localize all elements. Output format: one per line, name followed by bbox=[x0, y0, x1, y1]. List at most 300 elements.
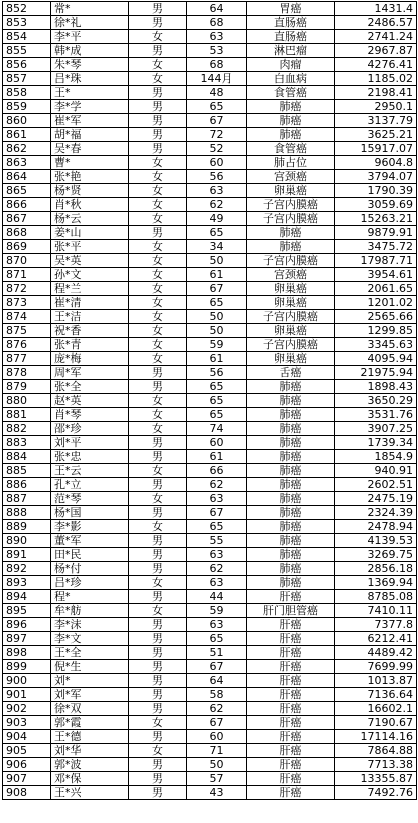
age-cell[interactable]: 62 bbox=[187, 702, 247, 716]
sex-cell[interactable]: 女 bbox=[129, 492, 187, 506]
sex-cell[interactable]: 男 bbox=[129, 618, 187, 632]
patient-name-cell[interactable]: 孔*立 bbox=[51, 478, 129, 492]
sex-cell[interactable]: 女 bbox=[129, 408, 187, 422]
age-cell[interactable]: 67 bbox=[187, 114, 247, 128]
diagnosis-cell[interactable]: 子宫内膜癌 bbox=[247, 212, 335, 226]
row-number-cell[interactable]: 904 bbox=[3, 730, 51, 744]
sex-cell[interactable]: 男 bbox=[129, 16, 187, 30]
age-cell[interactable]: 65 bbox=[187, 100, 247, 114]
patient-name-cell[interactable]: 张*青 bbox=[51, 338, 129, 352]
sex-cell[interactable]: 男 bbox=[129, 730, 187, 744]
age-cell[interactable]: 62 bbox=[187, 198, 247, 212]
diagnosis-cell[interactable]: 肺癌 bbox=[247, 548, 335, 562]
cost-cell[interactable]: 7699.99 bbox=[335, 660, 417, 674]
patient-name-cell[interactable]: 朱*琴 bbox=[51, 58, 129, 72]
cost-cell[interactable]: 3531.76 bbox=[335, 408, 417, 422]
cost-cell[interactable]: 7713.38 bbox=[335, 758, 417, 772]
sex-cell[interactable]: 女 bbox=[129, 212, 187, 226]
age-cell[interactable]: 63 bbox=[187, 548, 247, 562]
diagnosis-cell[interactable]: 肝癌 bbox=[247, 786, 335, 800]
cost-cell[interactable]: 1369.94 bbox=[335, 576, 417, 590]
cost-cell[interactable]: 2741.24 bbox=[335, 30, 417, 44]
sex-cell[interactable]: 女 bbox=[129, 30, 187, 44]
diagnosis-cell[interactable]: 肺癌 bbox=[247, 464, 335, 478]
cost-cell[interactable]: 3269.75 bbox=[335, 548, 417, 562]
row-number-cell[interactable]: 901 bbox=[3, 688, 51, 702]
cost-cell[interactable]: 15917.07 bbox=[335, 142, 417, 156]
diagnosis-cell[interactable]: 肺癌 bbox=[247, 226, 335, 240]
age-cell[interactable]: 58 bbox=[187, 688, 247, 702]
row-number-cell[interactable]: 860 bbox=[3, 114, 51, 128]
patient-name-cell[interactable]: 祝*香 bbox=[51, 324, 129, 338]
cost-cell[interactable]: 4095.94 bbox=[335, 352, 417, 366]
sex-cell[interactable]: 男 bbox=[129, 226, 187, 240]
sex-cell[interactable]: 女 bbox=[129, 296, 187, 310]
age-cell[interactable]: 65 bbox=[187, 226, 247, 240]
sex-cell[interactable]: 男 bbox=[129, 590, 187, 604]
age-cell[interactable]: 67 bbox=[187, 660, 247, 674]
row-number-cell[interactable]: 908 bbox=[3, 786, 51, 800]
sex-cell[interactable]: 男 bbox=[129, 562, 187, 576]
patient-name-cell[interactable]: 刘*华 bbox=[51, 744, 129, 758]
row-number-cell[interactable]: 893 bbox=[3, 576, 51, 590]
sex-cell[interactable]: 女 bbox=[129, 310, 187, 324]
cost-cell[interactable]: 1201.02 bbox=[335, 296, 417, 310]
row-number-cell[interactable]: 882 bbox=[3, 422, 51, 436]
row-number-cell[interactable]: 866 bbox=[3, 198, 51, 212]
patient-name-cell[interactable]: 张*全 bbox=[51, 380, 129, 394]
patient-name-cell[interactable]: 徐*双 bbox=[51, 702, 129, 716]
sex-cell[interactable]: 女 bbox=[129, 716, 187, 730]
row-number-cell[interactable]: 888 bbox=[3, 506, 51, 520]
diagnosis-cell[interactable]: 子宫内膜癌 bbox=[247, 338, 335, 352]
age-cell[interactable]: 48 bbox=[187, 86, 247, 100]
diagnosis-cell[interactable]: 肺癌 bbox=[247, 240, 335, 254]
sex-cell[interactable]: 女 bbox=[129, 170, 187, 184]
sex-cell[interactable]: 女 bbox=[129, 240, 187, 254]
diagnosis-cell[interactable]: 肝癌 bbox=[247, 744, 335, 758]
diagnosis-cell[interactable]: 宫颈癌 bbox=[247, 170, 335, 184]
age-cell[interactable]: 65 bbox=[187, 632, 247, 646]
patient-name-cell[interactable]: 刘* bbox=[51, 674, 129, 688]
cost-cell[interactable]: 7136.64 bbox=[335, 688, 417, 702]
row-number-cell[interactable]: 855 bbox=[3, 44, 51, 58]
age-cell[interactable]: 65 bbox=[187, 380, 247, 394]
sex-cell[interactable]: 女 bbox=[129, 184, 187, 198]
diagnosis-cell[interactable]: 肺癌 bbox=[247, 380, 335, 394]
cost-cell[interactable]: 2602.51 bbox=[335, 478, 417, 492]
sex-cell[interactable]: 女 bbox=[129, 338, 187, 352]
patient-name-cell[interactable]: 崔*军 bbox=[51, 114, 129, 128]
cost-cell[interactable]: 940.91 bbox=[335, 464, 417, 478]
patient-name-cell[interactable]: 孙*文 bbox=[51, 268, 129, 282]
patient-name-cell[interactable]: 徐*礼 bbox=[51, 16, 129, 30]
age-cell[interactable]: 44 bbox=[187, 590, 247, 604]
sex-cell[interactable]: 男 bbox=[129, 450, 187, 464]
patient-name-cell[interactable]: 王*兴 bbox=[51, 786, 129, 800]
sex-cell[interactable]: 女 bbox=[129, 254, 187, 268]
cost-cell[interactable]: 3059.69 bbox=[335, 198, 417, 212]
patient-name-cell[interactable]: 邵*珍 bbox=[51, 422, 129, 436]
row-number-cell[interactable]: 881 bbox=[3, 408, 51, 422]
age-cell[interactable]: 65 bbox=[187, 520, 247, 534]
age-cell[interactable]: 55 bbox=[187, 534, 247, 548]
age-cell[interactable]: 61 bbox=[187, 450, 247, 464]
age-cell[interactable]: 50 bbox=[187, 758, 247, 772]
sex-cell[interactable]: 男 bbox=[129, 674, 187, 688]
age-cell[interactable]: 61 bbox=[187, 268, 247, 282]
row-number-cell[interactable]: 894 bbox=[3, 590, 51, 604]
patient-name-cell[interactable]: 张*平 bbox=[51, 240, 129, 254]
cost-cell[interactable]: 1431.4 bbox=[335, 2, 417, 16]
row-number-cell[interactable]: 897 bbox=[3, 632, 51, 646]
patient-name-cell[interactable]: 杨*国 bbox=[51, 506, 129, 520]
patient-name-cell[interactable]: 郭*波 bbox=[51, 758, 129, 772]
age-cell[interactable]: 57 bbox=[187, 772, 247, 786]
row-number-cell[interactable]: 885 bbox=[3, 464, 51, 478]
sex-cell[interactable]: 男 bbox=[129, 548, 187, 562]
cost-cell[interactable]: 7190.67 bbox=[335, 716, 417, 730]
cost-cell[interactable]: 3345.63 bbox=[335, 338, 417, 352]
diagnosis-cell[interactable]: 肝癌 bbox=[247, 660, 335, 674]
cost-cell[interactable]: 1013.87 bbox=[335, 674, 417, 688]
age-cell[interactable]: 50 bbox=[187, 310, 247, 324]
row-number-cell[interactable]: 875 bbox=[3, 324, 51, 338]
row-number-cell[interactable]: 862 bbox=[3, 142, 51, 156]
diagnosis-cell[interactable]: 子宫内膜癌 bbox=[247, 198, 335, 212]
row-number-cell[interactable]: 856 bbox=[3, 58, 51, 72]
sex-cell[interactable]: 女 bbox=[129, 324, 187, 338]
patient-name-cell[interactable]: 王*全 bbox=[51, 646, 129, 660]
diagnosis-cell[interactable]: 肝癌 bbox=[247, 730, 335, 744]
diagnosis-cell[interactable]: 肝癌 bbox=[247, 632, 335, 646]
cost-cell[interactable]: 2950.1 bbox=[335, 100, 417, 114]
sex-cell[interactable]: 男 bbox=[129, 660, 187, 674]
age-cell[interactable]: 66 bbox=[187, 464, 247, 478]
row-number-cell[interactable]: 867 bbox=[3, 212, 51, 226]
diagnosis-cell[interactable]: 肝癌 bbox=[247, 702, 335, 716]
age-cell[interactable]: 63 bbox=[187, 618, 247, 632]
patient-name-cell[interactable]: 王*云 bbox=[51, 464, 129, 478]
diagnosis-cell[interactable]: 直肠癌 bbox=[247, 16, 335, 30]
patient-name-cell[interactable]: 吴*春 bbox=[51, 142, 129, 156]
cost-cell[interactable]: 1299.85 bbox=[335, 324, 417, 338]
sex-cell[interactable]: 男 bbox=[129, 478, 187, 492]
diagnosis-cell[interactable]: 宫颈癌 bbox=[247, 268, 335, 282]
sex-cell[interactable]: 女 bbox=[129, 464, 187, 478]
diagnosis-cell[interactable]: 肝癌 bbox=[247, 758, 335, 772]
diagnosis-cell[interactable]: 卵巢癌 bbox=[247, 352, 335, 366]
row-number-cell[interactable]: 853 bbox=[3, 16, 51, 30]
row-number-cell[interactable]: 895 bbox=[3, 604, 51, 618]
row-number-cell[interactable]: 876 bbox=[3, 338, 51, 352]
row-number-cell[interactable]: 872 bbox=[3, 282, 51, 296]
patient-name-cell[interactable]: 肖*琴 bbox=[51, 408, 129, 422]
cost-cell[interactable]: 7410.11 bbox=[335, 604, 417, 618]
patient-name-cell[interactable]: 杨*云 bbox=[51, 212, 129, 226]
diagnosis-cell[interactable]: 肝癌 bbox=[247, 716, 335, 730]
diagnosis-cell[interactable]: 舌癌 bbox=[247, 366, 335, 380]
row-number-cell[interactable]: 903 bbox=[3, 716, 51, 730]
patient-name-cell[interactable]: 刘*平 bbox=[51, 436, 129, 450]
row-number-cell[interactable]: 873 bbox=[3, 296, 51, 310]
age-cell[interactable]: 56 bbox=[187, 366, 247, 380]
patient-name-cell[interactable]: 范*琴 bbox=[51, 492, 129, 506]
age-cell[interactable]: 60 bbox=[187, 436, 247, 450]
diagnosis-cell[interactable]: 肝癌 bbox=[247, 618, 335, 632]
patient-name-cell[interactable]: 田*民 bbox=[51, 548, 129, 562]
sex-cell[interactable]: 男 bbox=[129, 506, 187, 520]
patient-name-cell[interactable]: 程*兰 bbox=[51, 282, 129, 296]
sex-cell[interactable]: 男 bbox=[129, 380, 187, 394]
row-number-cell[interactable]: 865 bbox=[3, 184, 51, 198]
patient-name-cell[interactable]: 张*艳 bbox=[51, 170, 129, 184]
age-cell[interactable]: 68 bbox=[187, 16, 247, 30]
patient-name-cell[interactable]: 程* bbox=[51, 590, 129, 604]
sex-cell[interactable]: 男 bbox=[129, 100, 187, 114]
row-number-cell[interactable]: 861 bbox=[3, 128, 51, 142]
sex-cell[interactable]: 女 bbox=[129, 268, 187, 282]
sex-cell[interactable]: 男 bbox=[129, 702, 187, 716]
age-cell[interactable]: 65 bbox=[187, 296, 247, 310]
patient-name-cell[interactable]: 王*德 bbox=[51, 730, 129, 744]
cost-cell[interactable]: 3650.29 bbox=[335, 394, 417, 408]
age-cell[interactable]: 64 bbox=[187, 674, 247, 688]
patient-name-cell[interactable]: 韩*成 bbox=[51, 44, 129, 58]
diagnosis-cell[interactable]: 直肠癌 bbox=[247, 30, 335, 44]
age-cell[interactable]: 63 bbox=[187, 30, 247, 44]
sex-cell[interactable]: 男 bbox=[129, 786, 187, 800]
diagnosis-cell[interactable]: 卵巢癌 bbox=[247, 296, 335, 310]
diagnosis-cell[interactable]: 肺癌 bbox=[247, 562, 335, 576]
patient-name-cell[interactable]: 郭*霞 bbox=[51, 716, 129, 730]
row-number-cell[interactable]: 859 bbox=[3, 100, 51, 114]
patient-name-cell[interactable]: 董*军 bbox=[51, 534, 129, 548]
sex-cell[interactable]: 女 bbox=[129, 352, 187, 366]
age-cell[interactable]: 72 bbox=[187, 128, 247, 142]
row-number-cell[interactable]: 878 bbox=[3, 366, 51, 380]
cost-cell[interactable]: 16602.1 bbox=[335, 702, 417, 716]
diagnosis-cell[interactable]: 肺癌 bbox=[247, 422, 335, 436]
age-cell[interactable]: 50 bbox=[187, 324, 247, 338]
row-number-cell[interactable]: 884 bbox=[3, 450, 51, 464]
cost-cell[interactable]: 1790.39 bbox=[335, 184, 417, 198]
row-number-cell[interactable]: 857 bbox=[3, 72, 51, 86]
diagnosis-cell[interactable]: 肺癌 bbox=[247, 478, 335, 492]
diagnosis-cell[interactable]: 肺癌 bbox=[247, 394, 335, 408]
row-number-cell[interactable]: 902 bbox=[3, 702, 51, 716]
cost-cell[interactable]: 4276.41 bbox=[335, 58, 417, 72]
patient-name-cell[interactable]: 刘*军 bbox=[51, 688, 129, 702]
row-number-cell[interactable]: 874 bbox=[3, 310, 51, 324]
cost-cell[interactable]: 21975.94 bbox=[335, 366, 417, 380]
sex-cell[interactable]: 男 bbox=[129, 366, 187, 380]
patient-name-cell[interactable]: 常* bbox=[51, 2, 129, 16]
row-number-cell[interactable]: 890 bbox=[3, 534, 51, 548]
sex-cell[interactable]: 男 bbox=[129, 758, 187, 772]
patient-name-cell[interactable]: 赵*英 bbox=[51, 394, 129, 408]
patient-name-cell[interactable]: 李*学 bbox=[51, 100, 129, 114]
diagnosis-cell[interactable]: 肺占位 bbox=[247, 156, 335, 170]
age-cell[interactable]: 67 bbox=[187, 282, 247, 296]
sex-cell[interactable]: 男 bbox=[129, 142, 187, 156]
age-cell[interactable]: 144月 bbox=[187, 72, 247, 86]
row-number-cell[interactable]: 852 bbox=[3, 2, 51, 16]
row-number-cell[interactable]: 906 bbox=[3, 758, 51, 772]
row-number-cell[interactable]: 869 bbox=[3, 240, 51, 254]
age-cell[interactable]: 74 bbox=[187, 422, 247, 436]
diagnosis-cell[interactable]: 肝癌 bbox=[247, 688, 335, 702]
age-cell[interactable]: 43 bbox=[187, 786, 247, 800]
diagnosis-cell[interactable]: 卵巢癌 bbox=[247, 282, 335, 296]
age-cell[interactable]: 51 bbox=[187, 646, 247, 660]
sex-cell[interactable]: 女 bbox=[129, 744, 187, 758]
cost-cell[interactable]: 7492.76 bbox=[335, 786, 417, 800]
sex-cell[interactable]: 男 bbox=[129, 2, 187, 16]
cost-cell[interactable]: 1854.9 bbox=[335, 450, 417, 464]
sex-cell[interactable]: 男 bbox=[129, 646, 187, 660]
cost-cell[interactable]: 1739.34 bbox=[335, 436, 417, 450]
age-cell[interactable]: 53 bbox=[187, 44, 247, 58]
cost-cell[interactable]: 2061.65 bbox=[335, 282, 417, 296]
diagnosis-cell[interactable]: 子宫内膜癌 bbox=[247, 254, 335, 268]
diagnosis-cell[interactable]: 肺癌 bbox=[247, 450, 335, 464]
cost-cell[interactable]: 8785.08 bbox=[335, 590, 417, 604]
patient-name-cell[interactable]: 邓*保 bbox=[51, 772, 129, 786]
cost-cell[interactable]: 3625.21 bbox=[335, 128, 417, 142]
age-cell[interactable]: 34 bbox=[187, 240, 247, 254]
patient-name-cell[interactable]: 李*文 bbox=[51, 632, 129, 646]
cost-cell[interactable]: 1898.43 bbox=[335, 380, 417, 394]
diagnosis-cell[interactable]: 肺癌 bbox=[247, 408, 335, 422]
patient-name-cell[interactable]: 崔*清 bbox=[51, 296, 129, 310]
patient-name-cell[interactable]: 王*洁 bbox=[51, 310, 129, 324]
row-number-cell[interactable]: 898 bbox=[3, 646, 51, 660]
age-cell[interactable]: 60 bbox=[187, 156, 247, 170]
diagnosis-cell[interactable]: 肺癌 bbox=[247, 128, 335, 142]
row-number-cell[interactable]: 880 bbox=[3, 394, 51, 408]
patient-name-cell[interactable]: 王* bbox=[51, 86, 129, 100]
diagnosis-cell[interactable]: 肺癌 bbox=[247, 576, 335, 590]
row-number-cell[interactable]: 886 bbox=[3, 478, 51, 492]
diagnosis-cell[interactable]: 胃癌 bbox=[247, 2, 335, 16]
diagnosis-cell[interactable]: 肝门胆管癌 bbox=[247, 604, 335, 618]
row-number-cell[interactable]: 905 bbox=[3, 744, 51, 758]
diagnosis-cell[interactable]: 肺癌 bbox=[247, 100, 335, 114]
patient-name-cell[interactable]: 牟*舫 bbox=[51, 604, 129, 618]
row-number-cell[interactable]: 870 bbox=[3, 254, 51, 268]
row-number-cell[interactable]: 871 bbox=[3, 268, 51, 282]
cost-cell[interactable]: 3954.61 bbox=[335, 268, 417, 282]
diagnosis-cell[interactable]: 食管癌 bbox=[247, 86, 335, 100]
cost-cell[interactable]: 2967.87 bbox=[335, 44, 417, 58]
patient-name-cell[interactable]: 李*影 bbox=[51, 520, 129, 534]
cost-cell[interactable]: 1185.02 bbox=[335, 72, 417, 86]
age-cell[interactable]: 63 bbox=[187, 576, 247, 590]
patient-name-cell[interactable]: 李*平 bbox=[51, 30, 129, 44]
age-cell[interactable]: 62 bbox=[187, 478, 247, 492]
patient-name-cell[interactable]: 张*忠 bbox=[51, 450, 129, 464]
sex-cell[interactable]: 男 bbox=[129, 632, 187, 646]
diagnosis-cell[interactable]: 子宫内膜癌 bbox=[247, 310, 335, 324]
cost-cell[interactable]: 4489.42 bbox=[335, 646, 417, 660]
age-cell[interactable]: 71 bbox=[187, 744, 247, 758]
cost-cell[interactable]: 17987.71 bbox=[335, 254, 417, 268]
cost-cell[interactable]: 4139.53 bbox=[335, 534, 417, 548]
age-cell[interactable]: 56 bbox=[187, 170, 247, 184]
patient-name-cell[interactable]: 胡*福 bbox=[51, 128, 129, 142]
age-cell[interactable]: 61 bbox=[187, 352, 247, 366]
patient-name-cell[interactable]: 庞*梅 bbox=[51, 352, 129, 366]
sex-cell[interactable]: 女 bbox=[129, 422, 187, 436]
age-cell[interactable]: 62 bbox=[187, 562, 247, 576]
diagnosis-cell[interactable]: 肺癌 bbox=[247, 114, 335, 128]
diagnosis-cell[interactable]: 肺癌 bbox=[247, 534, 335, 548]
patient-name-cell[interactable]: 周*军 bbox=[51, 366, 129, 380]
age-cell[interactable]: 59 bbox=[187, 338, 247, 352]
diagnosis-cell[interactable]: 肝癌 bbox=[247, 674, 335, 688]
cost-cell[interactable]: 9604.8 bbox=[335, 156, 417, 170]
cost-cell[interactable]: 3137.79 bbox=[335, 114, 417, 128]
sex-cell[interactable]: 女 bbox=[129, 282, 187, 296]
cost-cell[interactable]: 3907.25 bbox=[335, 422, 417, 436]
patient-name-cell[interactable]: 杨*贤 bbox=[51, 184, 129, 198]
patient-name-cell[interactable]: 倪*生 bbox=[51, 660, 129, 674]
cost-cell[interactable]: 13355.87 bbox=[335, 772, 417, 786]
row-number-cell[interactable]: 863 bbox=[3, 156, 51, 170]
cost-cell[interactable]: 3475.72 bbox=[335, 240, 417, 254]
patient-name-cell[interactable]: 曹* bbox=[51, 156, 129, 170]
patient-name-cell[interactable]: 吕*珠 bbox=[51, 72, 129, 86]
diagnosis-cell[interactable]: 肺癌 bbox=[247, 492, 335, 506]
row-number-cell[interactable]: 907 bbox=[3, 772, 51, 786]
sex-cell[interactable]: 男 bbox=[129, 772, 187, 786]
age-cell[interactable]: 63 bbox=[187, 492, 247, 506]
cost-cell[interactable]: 2856.18 bbox=[335, 562, 417, 576]
sex-cell[interactable]: 男 bbox=[129, 534, 187, 548]
sex-cell[interactable]: 女 bbox=[129, 72, 187, 86]
diagnosis-cell[interactable]: 卵巢癌 bbox=[247, 184, 335, 198]
sex-cell[interactable]: 女 bbox=[129, 520, 187, 534]
sex-cell[interactable]: 男 bbox=[129, 114, 187, 128]
row-number-cell[interactable]: 887 bbox=[3, 492, 51, 506]
row-number-cell[interactable]: 883 bbox=[3, 436, 51, 450]
diagnosis-cell[interactable]: 淋巴瘤 bbox=[247, 44, 335, 58]
diagnosis-cell[interactable]: 卵巢癌 bbox=[247, 324, 335, 338]
patient-name-cell[interactable]: 姜*山 bbox=[51, 226, 129, 240]
sex-cell[interactable]: 男 bbox=[129, 128, 187, 142]
cost-cell[interactable]: 9879.91 bbox=[335, 226, 417, 240]
patient-name-cell[interactable]: 李*沫 bbox=[51, 618, 129, 632]
age-cell[interactable]: 59 bbox=[187, 604, 247, 618]
sex-cell[interactable]: 女 bbox=[129, 576, 187, 590]
diagnosis-cell[interactable]: 肝癌 bbox=[247, 590, 335, 604]
diagnosis-cell[interactable]: 肺癌 bbox=[247, 506, 335, 520]
row-number-cell[interactable]: 879 bbox=[3, 380, 51, 394]
patient-name-cell[interactable]: 杨*付 bbox=[51, 562, 129, 576]
row-number-cell[interactable]: 891 bbox=[3, 548, 51, 562]
row-number-cell[interactable]: 864 bbox=[3, 170, 51, 184]
cost-cell[interactable]: 2198.41 bbox=[335, 86, 417, 100]
sex-cell[interactable]: 女 bbox=[129, 604, 187, 618]
patient-name-cell[interactable]: 肖*秋 bbox=[51, 198, 129, 212]
age-cell[interactable]: 50 bbox=[187, 254, 247, 268]
cost-cell[interactable]: 2565.66 bbox=[335, 310, 417, 324]
diagnosis-cell[interactable]: 肺癌 bbox=[247, 436, 335, 450]
age-cell[interactable]: 64 bbox=[187, 2, 247, 16]
cost-cell[interactable]: 2475.19 bbox=[335, 492, 417, 506]
diagnosis-cell[interactable]: 肝癌 bbox=[247, 772, 335, 786]
